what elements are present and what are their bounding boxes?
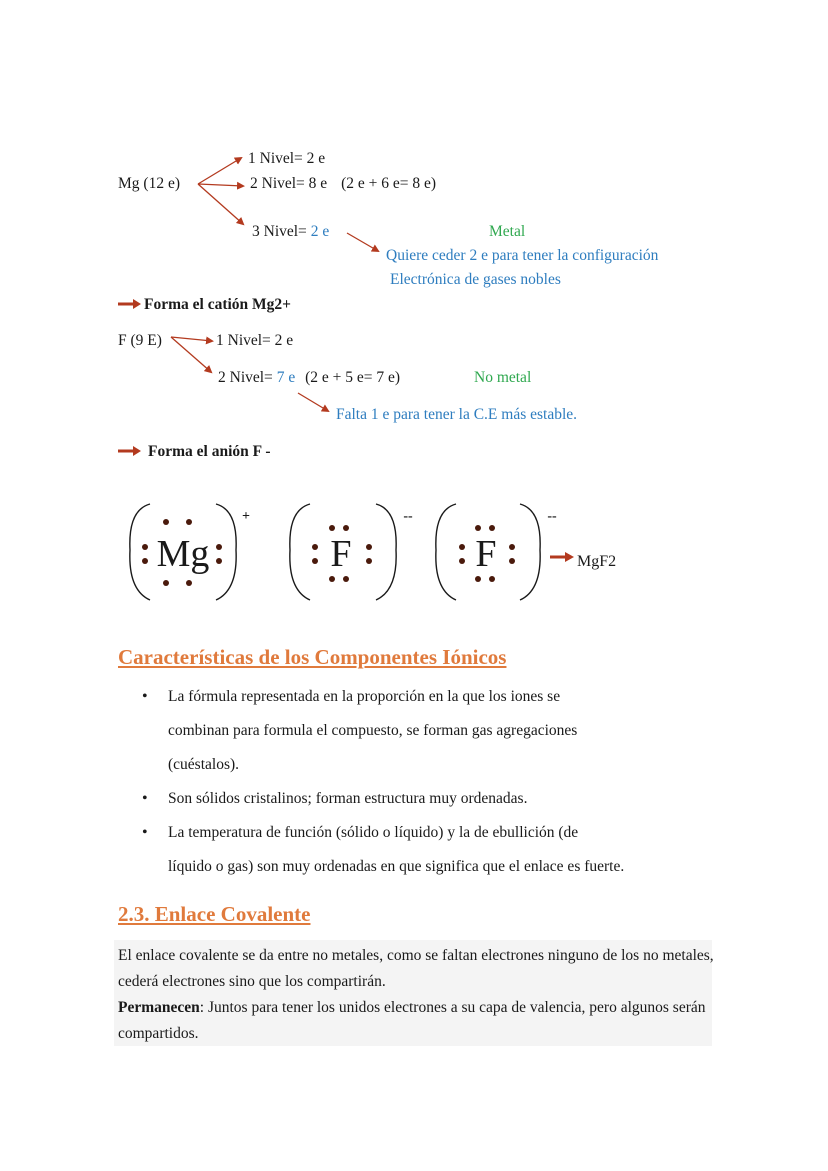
bullet2-line1: • Son sólidos cristalinos; forman estructura muy ordenadas. <box>168 790 528 807</box>
mg-charge: + <box>242 509 250 524</box>
mg-level2-text: 2 Nivel= 8 e <box>250 175 328 192</box>
f1-symbol: F <box>330 533 352 575</box>
covalent-term: Permanecen <box>118 999 200 1016</box>
covalent-term-line <box>118 995 714 1047</box>
f2-bracket-right <box>520 504 540 600</box>
lewis-diagram <box>0 490 828 615</box>
bullet1-line3: (cuéstalos). <box>168 756 240 773</box>
mg-arrow-level2 <box>198 184 243 186</box>
mg-type: Metal <box>489 223 526 240</box>
mg-arrow-level3 <box>198 184 243 224</box>
mg-level1: 1 Nivel= 2 e <box>248 150 326 167</box>
f-level2 <box>218 369 400 387</box>
f-arrow-level2 <box>171 337 211 372</box>
bullet1-line1: • La fórmula representada en la proporción en la que los iones se <box>168 688 561 705</box>
f2-charge: -- <box>547 509 557 524</box>
ionic-heading: Características de los Componentes Iónicos <box>118 645 507 669</box>
mg-bracket-left <box>130 504 150 600</box>
product-formula: MgF2 <box>577 553 617 570</box>
mg-note-line2: Electrónica de gases nobles <box>390 271 561 288</box>
covalent-paragraph: El enlace covalente se da entre no metales, como se faltan electrones ninguno de los no metales, cederá electrones sino que los compartirán. <box>118 947 714 990</box>
mg-atom-label: Mg (12 e) <box>118 175 180 192</box>
list-item <box>118 680 718 782</box>
f1-bracket-right <box>376 504 396 600</box>
mg-level3-label: 3 Nivel= <box>252 223 307 240</box>
f-note: Falta 1 e para tener la C.E más estable. <box>336 406 578 423</box>
f-level2-label: 2 Nivel= <box>218 369 273 386</box>
list-item <box>118 816 718 884</box>
covalent-term-text: : Juntos para tener los unidos electrones a su capa de valencia, pero algunos serán compartidos. <box>118 999 706 1042</box>
f-result: Forma el anión F - <box>148 443 271 460</box>
mg-level3-value: 2 e <box>310 223 330 240</box>
mg-level3 <box>252 223 329 241</box>
f-level2-value: 7 e <box>276 369 296 386</box>
f-arrow-level1 <box>171 337 212 341</box>
mg-result: Forma el catión Mg2+ <box>144 296 292 313</box>
f1-bracket-left <box>290 504 310 600</box>
mg-note-line1: Quiere ceder 2 e para tener la configuración <box>386 247 659 264</box>
covalent-heading: 2.3. Enlace Covalente <box>118 902 311 926</box>
mg-bracket-right <box>216 504 236 600</box>
mg-level2 <box>250 175 436 193</box>
mg-arrow-note <box>347 233 378 251</box>
covalent-text <box>118 943 714 1047</box>
bullet3-line2: líquido o gas) son muy ordenadas en que significa que el enlace es fuerte. <box>168 858 625 875</box>
f2-bracket-left <box>436 504 456 600</box>
mg-arrow-level1 <box>198 158 241 184</box>
f1-charge: -- <box>403 509 413 524</box>
ionic-bullet-list <box>118 680 718 884</box>
bullet3-line1: • La temperatura de función (sólido o líquido) y la de ebullición (de <box>168 824 579 841</box>
mg-symbol: Mg <box>156 533 210 575</box>
list-item <box>118 782 718 816</box>
f-level1: 1 Nivel= 2 e <box>216 332 294 349</box>
f2-symbol: F <box>475 533 497 575</box>
f-arrow-note <box>298 393 328 411</box>
f-type: No metal <box>474 369 532 386</box>
bullet1-line2: combinan para formula el compuesto, se forman gas agregaciones <box>168 722 578 739</box>
mg-level2-sum: (2 e + 6 e= 8 e) <box>341 175 437 192</box>
f-atom-label: F (9 E) <box>118 332 162 349</box>
f-level2-sum: (2 e + 5 e= 7 e) <box>305 369 401 386</box>
